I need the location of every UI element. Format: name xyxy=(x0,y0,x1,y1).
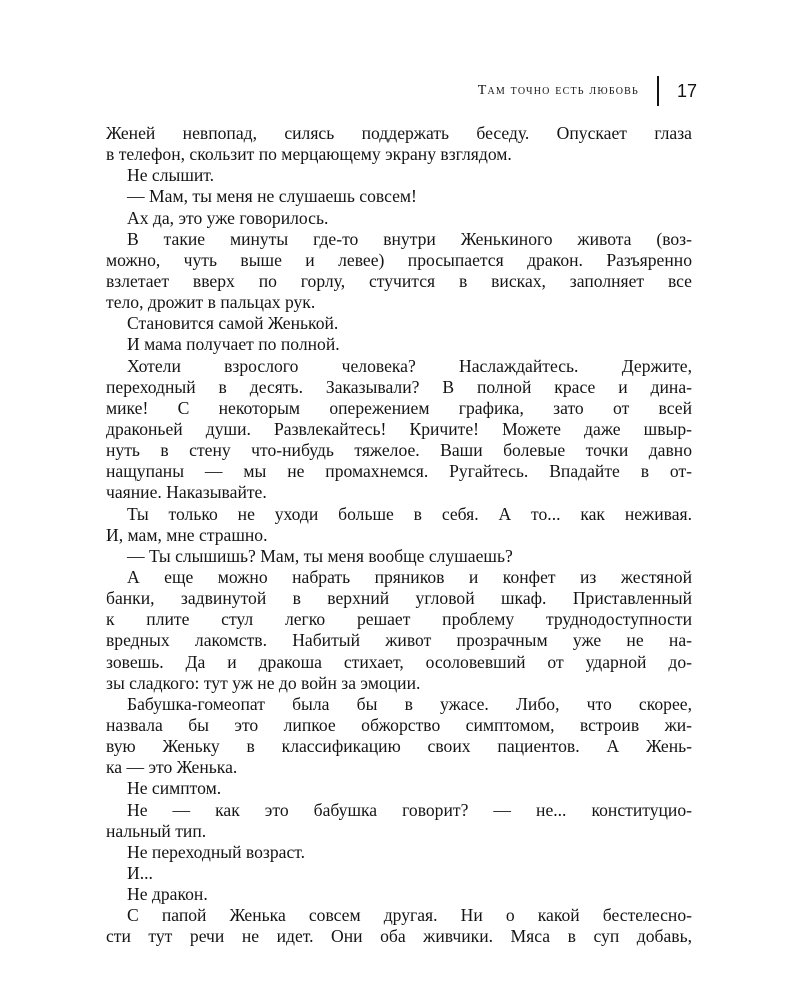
text-line: В такие минуты где-то внутри Женькиного живота (воз- xyxy=(127,228,692,249)
text-line: нуть в стену что-нибудь тяжелое. Ваши болевые точки давно xyxy=(106,440,692,461)
text-line: в телефон, скользит по мерцающему экрану взглядом. xyxy=(106,144,512,165)
text-line: банки, задвинутой в верхний угловой шкаф. Приставленный xyxy=(106,588,692,609)
page-number: 17 xyxy=(676,80,697,101)
text-line: вредных лакомств. Набитый живот прозрачным уже не на- xyxy=(106,630,692,651)
text-line: Не симптом. xyxy=(127,778,222,799)
text-line: драконьей души. Развлекайтесь! Кричите! Можете даже швыр- xyxy=(106,418,692,439)
text-line: зы сладкого: тут уж не до войн за эмоции. xyxy=(106,672,421,693)
text-line: Не переходный возраст. xyxy=(127,841,306,862)
text-line: зовешь. Да и дракоша стихает, осоловевший от ударной до- xyxy=(106,651,692,672)
text-line: С папой Женька совсем другая. Ни о какой бестелесно- xyxy=(127,905,692,926)
header-divider xyxy=(657,76,659,106)
text-line: Становится самой Женькой. xyxy=(127,313,339,334)
text-line: Женей невпопад, силясь поддержать беседу. Опускает глаза xyxy=(106,123,692,143)
text-line: Ты только не уходи больше в себя. А то... как неживая. xyxy=(127,503,692,524)
text-line: Хотели взрослого человека? Наслаждайтесь. Держите, xyxy=(127,355,692,376)
text-line: назвала бы это липкое обжорство симптомом, встроив жи- xyxy=(106,714,692,735)
text-line: переходный в десять. Заказывали? В полной красе и дина- xyxy=(106,376,692,397)
text-line: ка — это Женька. xyxy=(106,757,238,778)
text-line: И... xyxy=(127,862,153,883)
text-line: чаяние. Наказывайте. xyxy=(106,482,267,503)
text-line: мике! С некоторым опережением графика, зато от всей xyxy=(106,397,692,418)
text-line: — Ты слышишь? Мам, ты меня вообще слушаешь? xyxy=(127,545,513,566)
text-line: И, мам, мне страшно. xyxy=(106,524,268,545)
text-line: Не дракон. xyxy=(127,884,208,905)
text-line: взлетает вверх по горлу, стучится в висках, заполняет все xyxy=(106,270,692,291)
page-header xyxy=(478,76,697,106)
text-line: — Мам, ты меня не слушаешь совсем! xyxy=(127,186,417,207)
text-line: тело, дрожит в пальцах рук. xyxy=(106,292,316,313)
text-line: Ах да, это уже говорилось. xyxy=(127,207,329,228)
text-line: А еще можно набрать пряников и конфет из жестяной xyxy=(127,566,692,587)
text-line: нальный тип. xyxy=(106,820,207,841)
text-line: Не — как это бабушка говорит? — не... конституцио- xyxy=(127,799,692,820)
text-line: Бабушка-гомеопат была бы в ужасе. Либо, что скорее, xyxy=(127,693,692,714)
text-line: нащупаны — мы не промахнемся. Ругайтесь. Впадайте в от- xyxy=(106,461,692,482)
body-text xyxy=(106,123,692,947)
text-line: можно, чуть выше и левее) просыпается дракон. Разъяренно xyxy=(106,249,692,270)
text-line: вую Женьку в классификацию своих пациентов. А Жень- xyxy=(106,736,692,757)
running-title: Там точно есть любовь xyxy=(477,83,639,98)
text-line: Не слышит. xyxy=(127,165,215,186)
text-line: сти тут речи не идет. Они оба живчики. Мяса в суп добавь, xyxy=(106,926,692,947)
text-line: к плите стул легко решает проблему труднодоступности xyxy=(106,609,692,630)
text-line: И мама получает по полной. xyxy=(127,334,340,355)
